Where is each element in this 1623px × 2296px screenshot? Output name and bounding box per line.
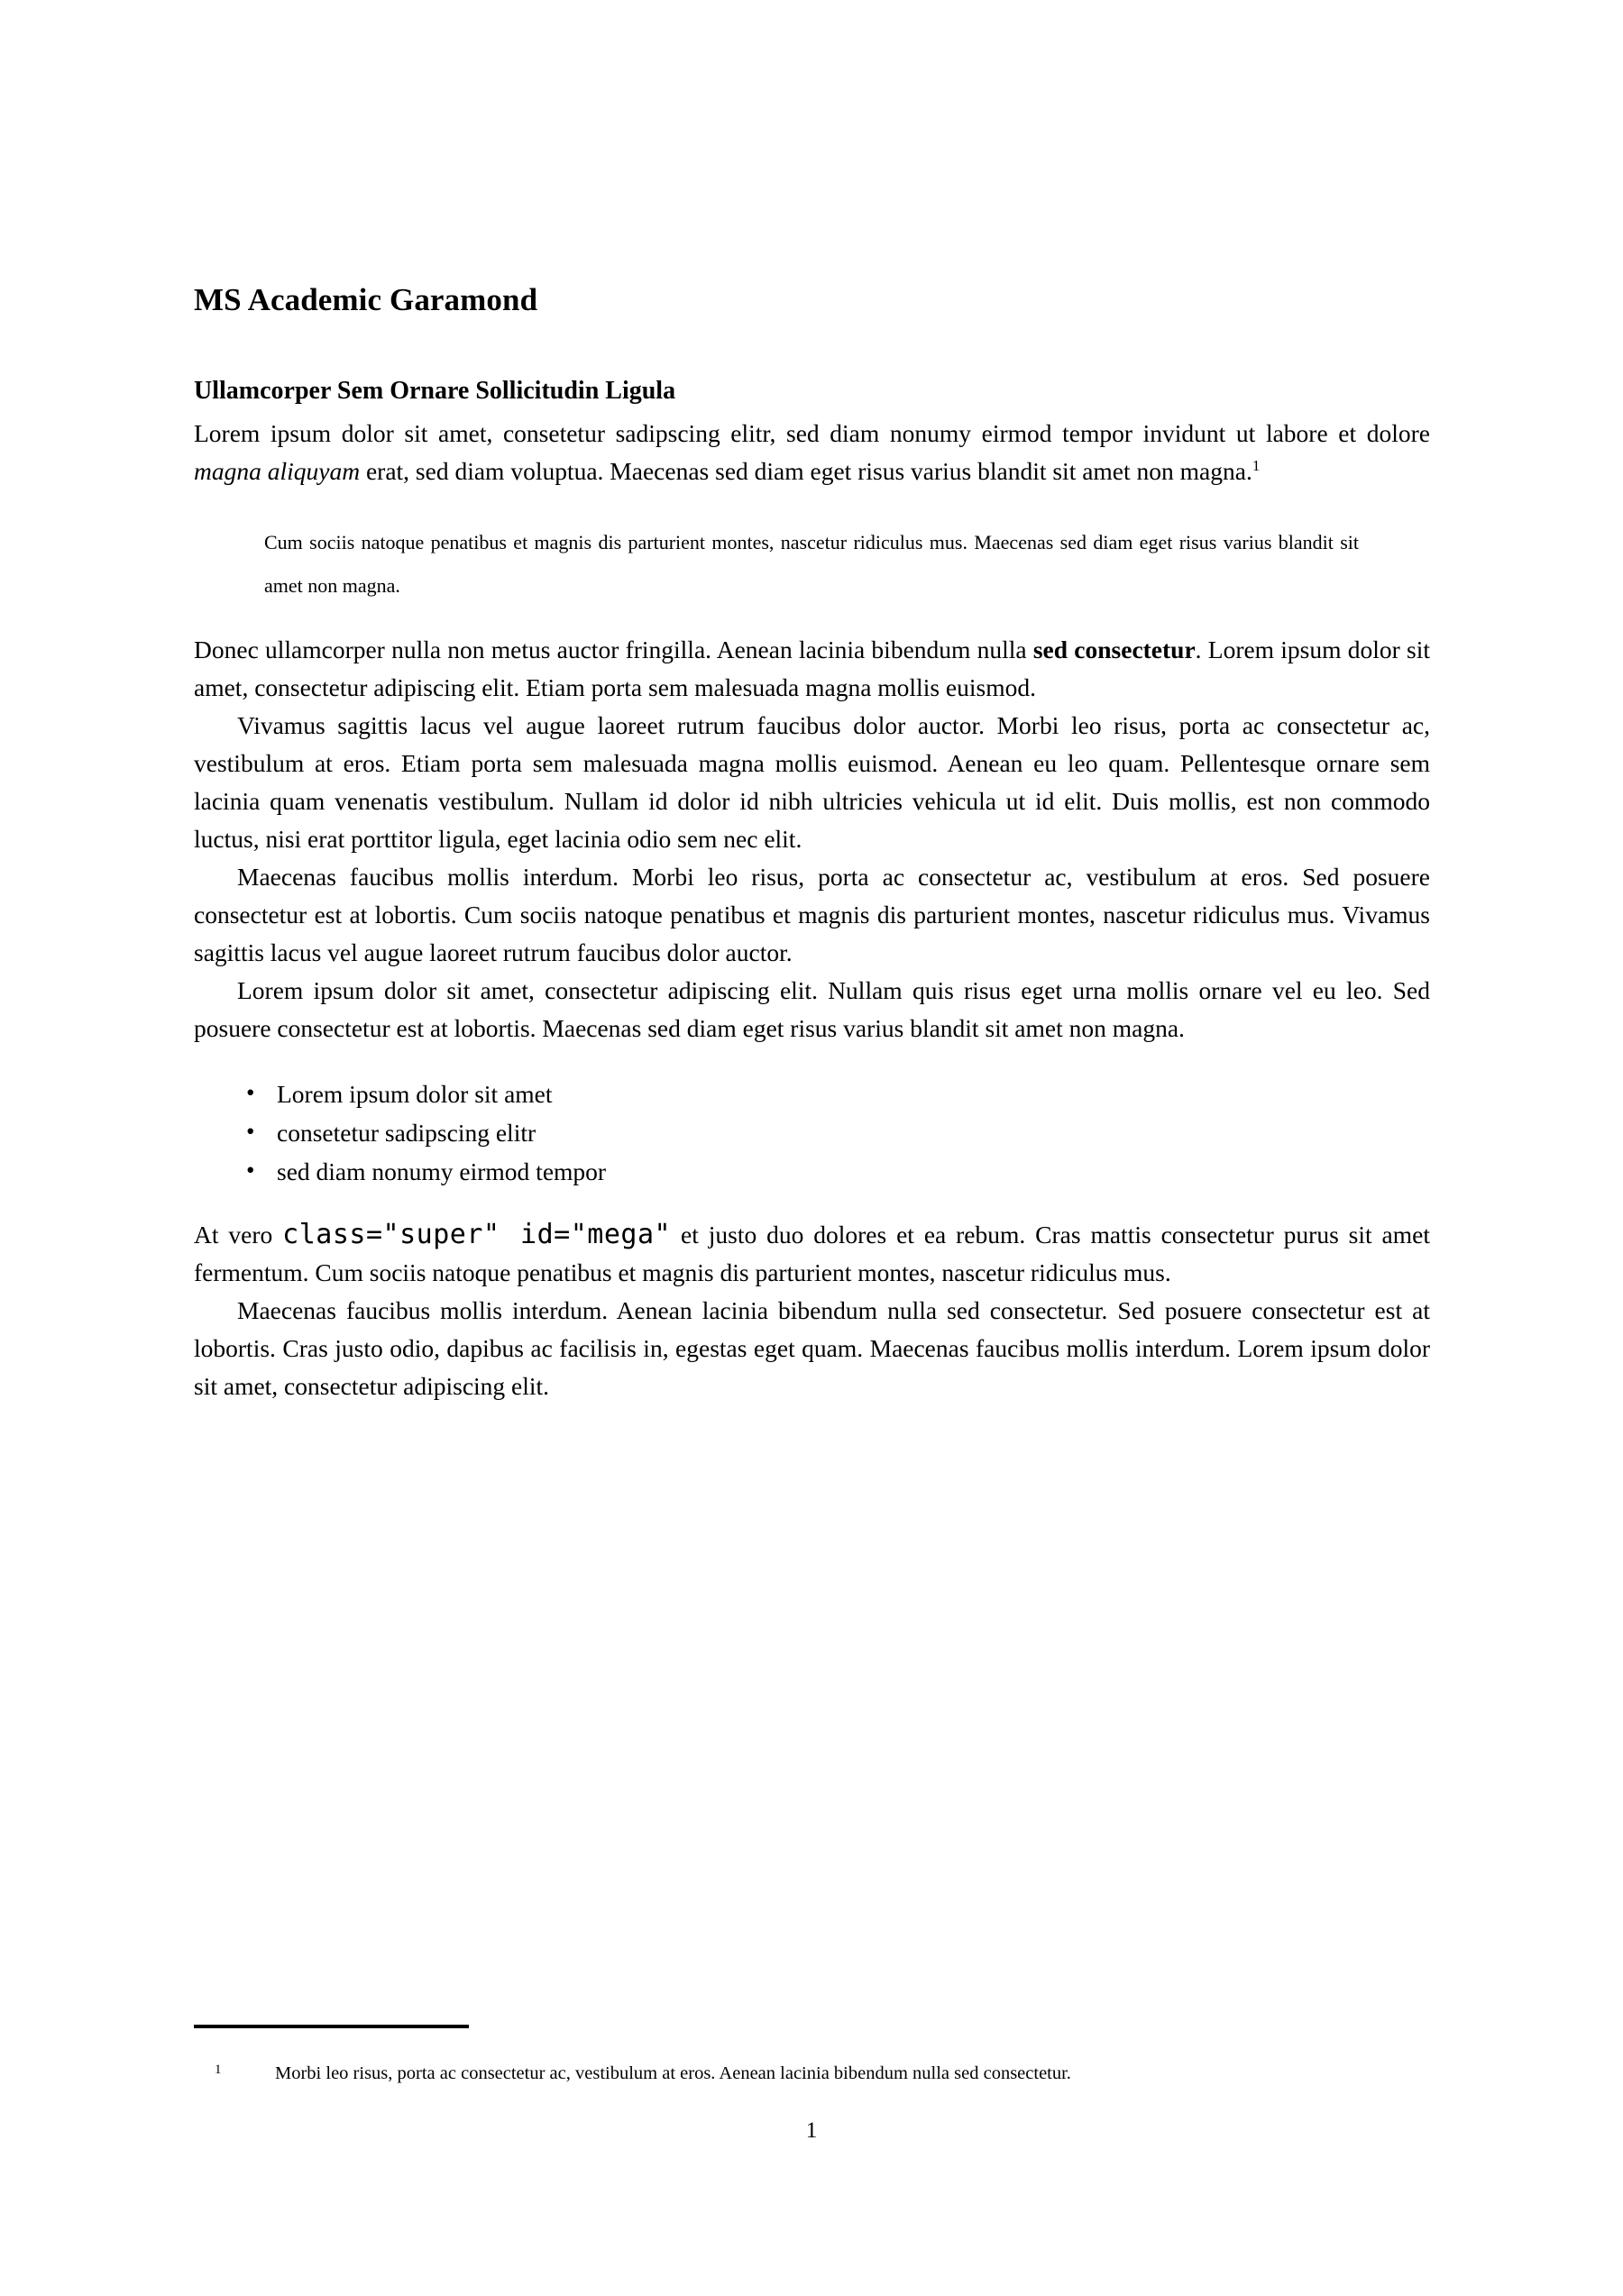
footnote-number: 1	[215, 2063, 222, 2077]
page-number: 1	[805, 2118, 818, 2143]
paragraph-6-text-part1: At vero	[194, 1221, 283, 1249]
paragraph-4: Maecenas faucibus mollis interdum. Morbi leo risus, porta ac consectetur ac, vestibulum at eros. Sed posuere consectetur est at lobortis. Cum sociis natoque penatibus et magnis dis parturient montes, nascetur ridiculus mus. Vivamus sagittis lacus vel augue laoreet rutrum faucibus dolor auctor.	[194, 863, 1430, 966]
section-heading: Ullamcorper Sem Ornare Sollicitudin Ligula	[194, 377, 676, 405]
blockquote: Cum sociis natoque penatibus et magnis dis parturient montes, nascetur ridiculus mus. Maecenas sed diam eget risus varius blandit sit amet non magna.	[264, 531, 1359, 597]
bullet-list	[194, 1075, 1430, 1191]
paragraph-2-text-part2: . Lorem ipsum dolor sit amet, consectetur adipiscing elit. Etiam porta sem malesuada magna mollis euismod.	[194, 636, 1430, 701]
paragraph-1-text-part2: erat, sed diam voluptua. Maecenas sed diam eget risus varius blandit sit amet non magna.	[360, 457, 1252, 485]
footnote-area	[194, 2025, 1430, 2086]
paragraph-1	[194, 415, 1430, 490]
page-title: MS Academic Garamond	[194, 282, 538, 317]
document-content	[194, 0, 1430, 1405]
paragraph-1-text-part1: Lorem ipsum dolor sit amet, consetetur sadipscing elitr, sed diam nonumy eirmod tempor invidunt ut labore et dolore	[194, 419, 1430, 447]
paragraph-3: Vivamus sagittis lacus vel augue laoreet rutrum faucibus dolor auctor. Morbi leo risus, porta ac consectetur ac, vestibulum at eros. Etiam porta sem malesuada magna mollis euismod. Aenean eu leo quam. Pellentesque ornare sem lacinia quam venenatis vestibulum. Nullam id dolor id nibh ultricies vehicula ut id elit. Duis mollis, est non commodo luctus, nisi erat porttitor ligula, eget lacinia odio sem nec elit.	[194, 711, 1430, 853]
footnote-item	[194, 2061, 1430, 2086]
paragraph-6	[194, 1216, 1430, 1292]
bullet-icon: •	[246, 1157, 255, 1184]
list-item	[194, 1152, 1430, 1191]
bullet-icon: •	[246, 1118, 255, 1145]
bullet-icon: •	[246, 1079, 255, 1106]
paragraph-2	[194, 631, 1430, 707]
list-item-label: consetetur sadipscing elitr	[277, 1119, 536, 1147]
footnote-text: Morbi leo risus, porta ac consectetur ac, vestibulum at eros. Aenean lacinia bibendum nulla sed consectetur.	[275, 2063, 1071, 2083]
list-item-label: sed diam nonumy eirmod tempor	[277, 1157, 607, 1185]
paragraph-2-strong: sed consectetur	[1032, 636, 1196, 663]
list-item	[194, 1113, 1430, 1152]
paragraph-2-text-part1: Donec ullamcorper nulla non metus auctor fringilla. Aenean lacinia bibendum nulla	[194, 636, 1033, 663]
paragraph-6-text-part2: et justo duo dolores et ea rebum. Cras mattis consectetur purus sit amet fermentum. Cum sociis natoque penatibus et magnis dis parturient montes, nascetur ridiculus mus.	[194, 1221, 1430, 1286]
paragraph-1-emphasis: magna aliquyam	[194, 457, 361, 485]
list-item	[194, 1075, 1430, 1113]
paragraph-7: Maecenas faucibus mollis interdum. Aenean lacinia bibendum nulla sed consectetur. Sed posuere consectetur est at lobortis. Cras justo odio, dapibus ac facilisis in, egestas eget quam. Maecenas faucibus mollis interdum. Lorem ipsum dolor sit amet, consectetur adipiscing elit.	[194, 1296, 1430, 1400]
paragraph-5: Lorem ipsum dolor sit amet, consectetur adipiscing elit. Nullam quis risus eget urna mollis ornare vel eu leo. Sed posuere consectetur est at lobortis. Maecenas sed diam eget risus varius blandit sit amet non magna.	[194, 976, 1430, 1042]
footnote-separator-rule	[194, 2025, 469, 2028]
list-item-label: Lorem ipsum dolor sit amet	[277, 1080, 553, 1108]
inline-code: class="super" id="mega"	[282, 1219, 672, 1250]
footnote-reference-marker[interactable]: 1	[1252, 456, 1261, 474]
